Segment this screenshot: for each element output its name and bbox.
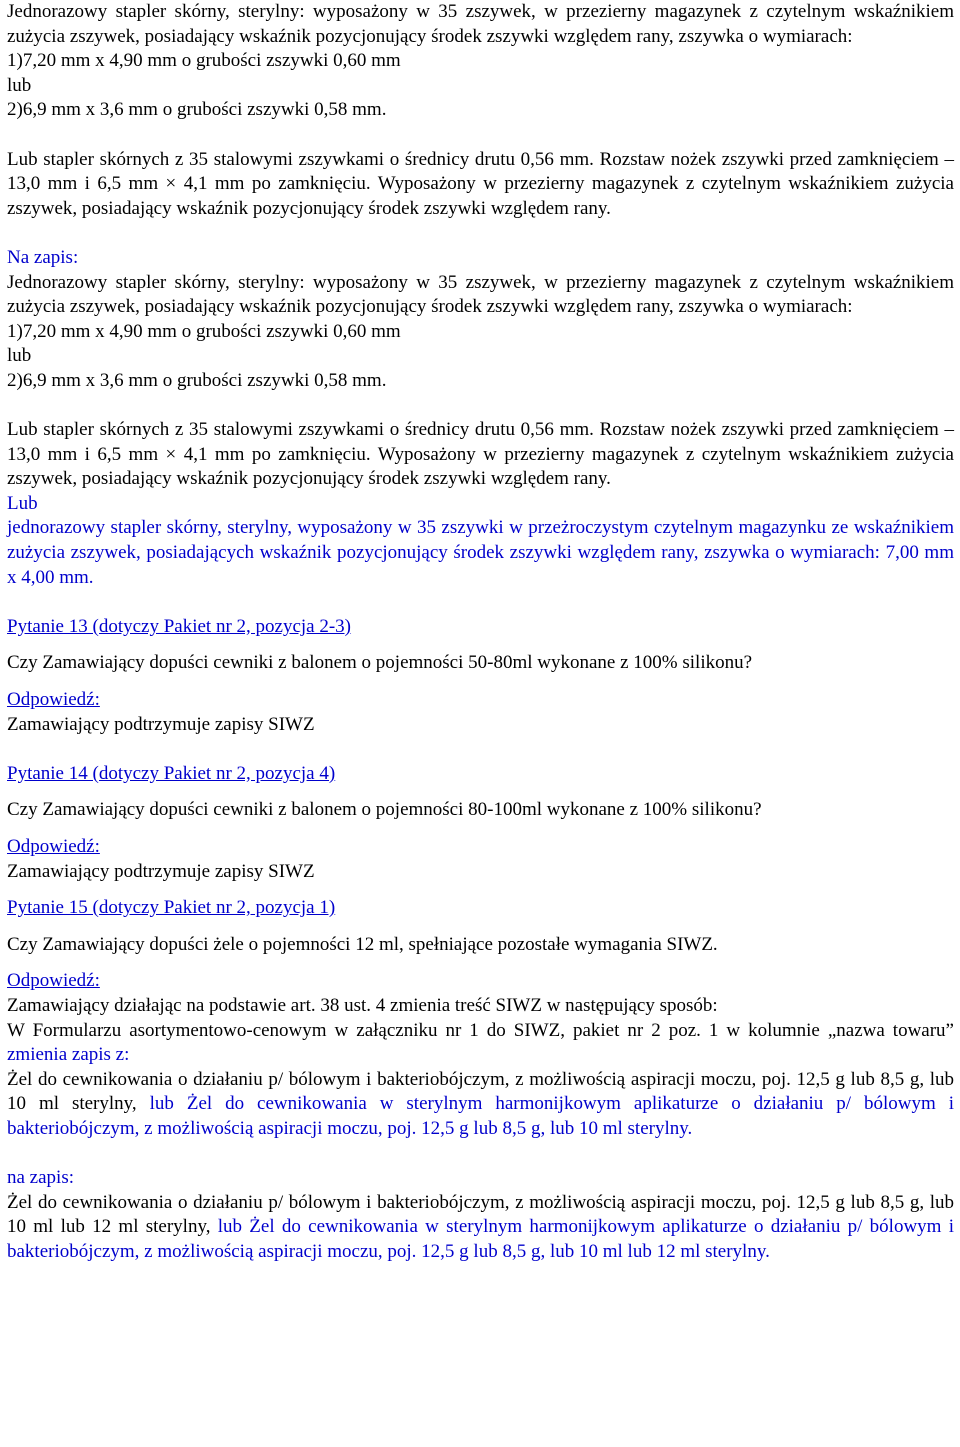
text-run: Zamawiający działając na podstawie art. 38 ust. 4 zmienia treść SIWZ w następujący sposób: [7, 994, 718, 1016]
text-run: Pytanie 13 (dotyczy Pakiet nr 2, pozycja 2-3) [7, 615, 352, 637]
text-run: Jednorazowy stapler skórny, sterylny: wyposażony w 35 zszywek, w przezierny magazynek z czytelnym wskaźnikiem zużycia zszywek, posiadający wskaźnik pozycjonujący środek zszywki względem rany, zszywka o wymiarach: [7, 271, 954, 318]
text-run: Lub stapler skórnych z 35 stalowymi zszywkami o średnicy drutu 0,56 mm. Rozstaw nożek zszywki przed zamknięciem – 13,0 mm i 6,5 mm × 4,1 mm po zamknięciu. Wyposażony w przezierny magazynek z czytelnym wskaźnikiem zużycia zszywek, posiadający wskaźnik pozycjonujący środek zszywki względem rany. [7, 148, 954, 219]
paragraph [7, 615, 954, 640]
paragraph [7, 860, 954, 885]
paragraph-spacer [7, 676, 954, 688]
text-run: 2)6,9 mm x 3,6 mm o grubości zszywki 0,58 mm. [7, 99, 387, 121]
text-run: zmienia zapis z: [7, 1044, 130, 1066]
text-run: Czy Zamawiający dopuści żele o pojemności 12 ml, spełniające pozostałe wymagania SIWZ. [7, 933, 718, 955]
paragraph [7, 74, 954, 99]
paragraph [7, 1191, 954, 1265]
paragraph [7, 271, 954, 320]
text-run: Odpowiedź: [7, 836, 100, 857]
text-run: Żel do cewnikowania o działaniu p/ bólowym i bakteriobójczym, z możliwością aspiracji moczu, poj. 12,5 g lub 8,5 g, lub 10 ml sterylny, [7, 1068, 954, 1115]
paragraph [7, 933, 954, 958]
text-run: Lub stapler skórnych z 35 stalowymi zszywkami o średnicy drutu 0,56 mm. Rozstaw nożek zszywki przed zamknięciem – 13,0 mm i 6,5 mm × 4,1 mm po zamknięciu. Wyposażony w przezierny magazynek z czytelnym wskaźnikiem zużycia zszywek, posiadający wskaźnik pozycjonujący środek zszywki względem rany. [7, 419, 954, 490]
paragraph-spacer [7, 884, 954, 896]
paragraph-spacer [7, 590, 954, 615]
paragraph-spacer [7, 394, 954, 419]
paragraph [7, 713, 954, 738]
paragraph [7, 0, 954, 49]
paragraph [7, 1019, 954, 1068]
text-run: na zapis: [7, 1167, 75, 1189]
paragraph [7, 320, 954, 345]
text-run: Żel do cewnikowania o działaniu p/ bólowym i bakteriobójczym, z możliwością aspiracji moczu, poj. 12,5 g lub 8,5 g, lub 10 ml lub 12 ml sterylny, [7, 1191, 954, 1238]
text-run: lub Żel do cewnikowania w sterylnym harmonijkowym aplikaturze o działaniu p/ bólowym i bakteriobójczym, z możliwością aspiracji moczu, poj. 12,5 g lub 8,5 g, lub 10 ml lub 12 ml sterylny. [7, 1216, 954, 1262]
text-run: lub [7, 345, 32, 367]
text-run: W Formularzu asortymentowo-cenowym w załączniku nr 1 do SIWZ, pakiet nr 2 poz. 1 w kolumnie „nazwa towaru” [7, 1019, 954, 1041]
text-run: Lub [7, 492, 38, 514]
paragraph [7, 369, 954, 394]
text-run: Pytanie 14 (dotyczy Pakiet nr 2, pozycja 4) [7, 762, 336, 784]
paragraph [7, 762, 954, 787]
text-run: Czy Zamawiający dopuści cewniki z balonem o pojemności 80-100ml wykonane z 100% silikonu? [7, 799, 762, 821]
paragraph [7, 994, 954, 1019]
text-run: Odpowiedź: [7, 970, 100, 992]
paragraph [7, 798, 954, 823]
text-run: jednorazowy stapler skórny, sterylny, wyposażony w 35 zszywki w przeżroczystym czytelnym magazynku ze wskaźnikiem zużycia zszywek, posiadających wskaźnik pozycjonujący środek zszywki względem rany, zszywka o wymiarach: 7,00 mm x 4,00 mm. [7, 517, 954, 588]
paragraph [7, 49, 954, 74]
paragraph [7, 98, 954, 123]
text-run: 1)7,20 mm x 4,90 mm o grubości zszywki 0,60 mm [7, 320, 401, 342]
text-run: Odpowiedź: [7, 689, 100, 711]
paragraph [7, 246, 954, 271]
paragraph-spacer [7, 957, 954, 969]
paragraph-spacer [7, 737, 954, 762]
text-run: lub Żel do cewnikowania w sterylnym harmonijkowym aplikaturze o działaniu p/ bólowym i bakteriobójczym, z możliwością aspiracji moczu, poj. 12,5 g lub 8,5 g, lub 10 ml sterylny. [7, 1093, 954, 1139]
paragraph-spacer [7, 823, 954, 835]
paragraph [7, 1068, 954, 1142]
paragraph-spacer [7, 1142, 954, 1167]
text-run: 1)7,20 mm x 4,90 mm o grubości zszywki 0,60 mm [7, 50, 401, 72]
paragraph [7, 969, 954, 994]
text-run: Pytanie 15 (dotyczy Pakiet nr 2, pozycja 1) [7, 897, 336, 919]
paragraph-spacer [7, 786, 954, 798]
paragraph [7, 651, 954, 676]
paragraph-spacer [7, 221, 954, 246]
paragraph-spacer [7, 123, 954, 148]
paragraph [7, 835, 954, 860]
text-run: Jednorazowy stapler skórny, sterylny: wyposażony w 35 zszywek, w przezierny magazynek z czytelnym wskaźnikiem zużycia zszywek, posiadający wskaźnik pozycjonujący środek zszywki względem rany, zszywka o wymiarach: [7, 1, 954, 47]
paragraph [7, 148, 954, 222]
paragraph [7, 896, 954, 921]
paragraph [7, 344, 954, 369]
paragraph [7, 516, 954, 590]
paragraph [7, 492, 954, 517]
text-run: Zamawiający podtrzymuje zapisy SIWZ [7, 860, 315, 882]
text-run: 2)6,9 mm x 3,6 mm o grubości zszywki 0,58 mm. [7, 369, 387, 391]
text-run: Czy Zamawiający dopuści cewniki z balonem o pojemności 50-80ml wykonane z 100% silikonu? [7, 652, 753, 674]
paragraph [7, 688, 954, 713]
document-page [7, 0, 954, 1265]
paragraph [7, 418, 954, 492]
text-run: lub [7, 74, 32, 96]
paragraph-spacer [7, 921, 954, 933]
paragraph-spacer [7, 639, 954, 651]
text-run: Na zapis: [7, 246, 79, 268]
text-run: Zamawiający podtrzymuje zapisy SIWZ [7, 713, 315, 735]
paragraph [7, 1166, 954, 1191]
